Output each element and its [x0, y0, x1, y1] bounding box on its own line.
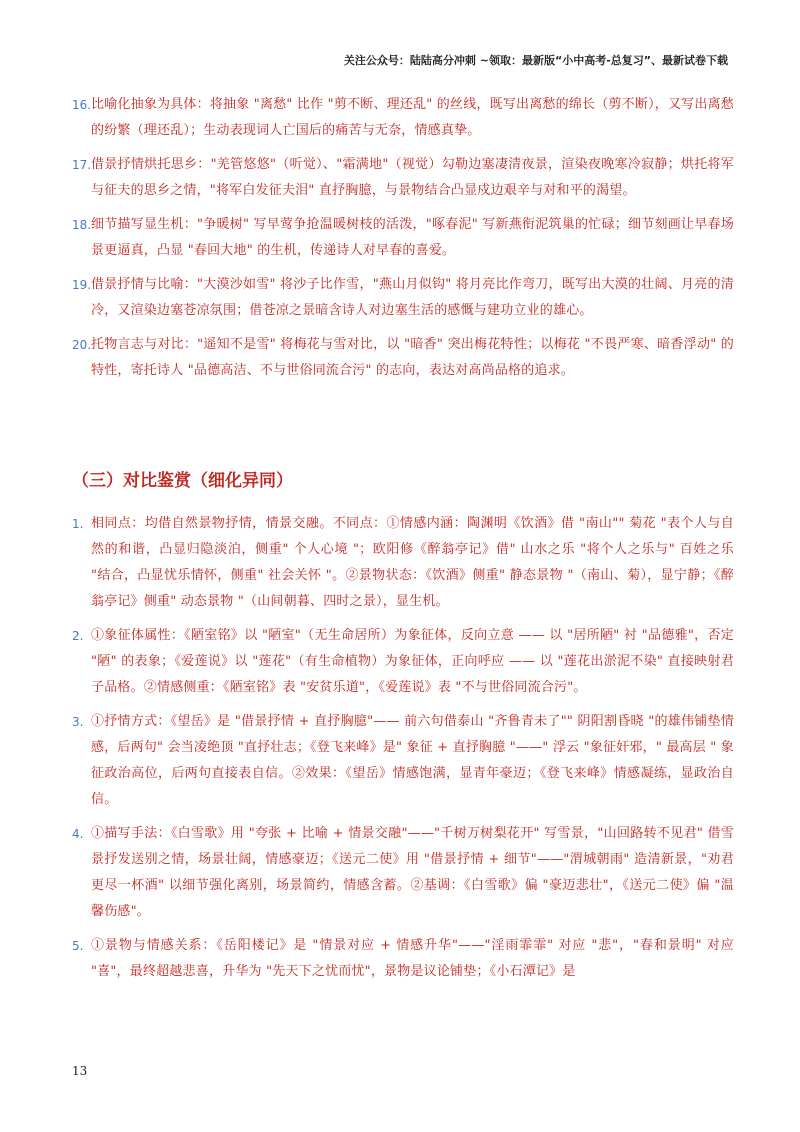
item-text: 细节描写显生机："争暖树" 写早莺争抢温暖树枝的活泼，"啄春泥" 写新燕衔泥筑巢的忙碌；细节刻画让早春场景更逼真，凸显 "春回大地" 的生机，传递诗人对早春的喜爱。	[91, 217, 734, 258]
item-text: ①抒情方式：《望岳》是 "借景抒情 + 直抒胸臆"—— 前六句借泰山 "齐鲁青未了"" 阴阳割昏晓 "的雄伟铺垫情感，后两句" 会当凌绝顶 "直抒壮志；《登飞来峰》是" 象征 + 直抒胸臆 "——" 浮云 "象征奸邪，" 最高层 " 象征政治高位，后两句直接表自信。②效果：《望岳》情感饱满，显青年豪迈；《登飞来峰》情感凝练，显政治自信。	[91, 714, 734, 807]
list-item	[72, 332, 734, 384]
item-text: 相同点：均借自然景物抒情，情景交融。不同点：①情感内涵：陶渊明《饮酒》借 "南山"" 菊花 "表个人与自然的和谐，凸显归隐淡泊，侧重" 个人心境 "；欧阳修《醉翁亭记》借" 山水之乐 "将个人之乐与" 百姓之乐 "结合，凸显忧乐情怀，侧重" 社会关怀 "。②景物状态：《饮酒》侧重" 静态景物 "（南山、菊），显宁静；《醉翁亭记》侧重" 动态景物 "（山间朝暮、四时之景），显生机。	[91, 516, 734, 609]
list-item	[72, 212, 734, 264]
page-header: 关注公众号：陆陆高分冲刺 ~领取：最新版“小中高考-总复习”、最新试卷下载	[343, 54, 728, 67]
item-text: 托物言志与对比："遥知不是雪" 将梅花与雪对比，以 "暗香" 突出梅花特性；以梅花 "不畏严寒、暗香浮动" 的特性，寄托诗人 "品德高洁、不与世俗同流合污" 的志向，表达对高尚品格的追求。	[91, 337, 734, 378]
item-text: 借景抒情与比喻："大漠沙如雪" 将沙子比作雪，"燕山月似钩" 将月亮比作弯刀，既写出大漠的壮阔、月亮的清冷，又渲染边塞苍凉氛围；借苍凉之景暗含诗人对边塞生活的感慨与建功立业的雄心。	[91, 277, 734, 318]
list-item	[72, 272, 734, 324]
item-number: 19.	[72, 278, 92, 292]
item-number: 17.	[72, 158, 92, 172]
section-title: （三）对比鉴赏（细化异同）	[72, 471, 293, 491]
list-item	[72, 623, 734, 701]
item-number: 18.	[72, 218, 92, 232]
list-item	[72, 709, 734, 813]
item-number: 5.	[72, 939, 84, 953]
list-item	[72, 821, 734, 925]
item-text: 比喻化抽象为具体：将抽象 "离愁" 比作 "剪不断、理还乱" 的丝线，既写出离愁的绵长（剪不断），又写出离愁的纷繁（理还乱）；生动表现词人亡国后的痛苦与无奈，情感真挚。	[91, 97, 734, 138]
item-text: ①描写手法：《白雪歌》用 "夸张 + 比喻 + 情景交融"——"千树万树梨花开" 写雪景，"山回路转不见君" 借雪景抒发送别之情，场景壮阔，情感豪迈；《送元二使》用 "借景抒情 + 细节"——"渭城朝雨" 造清新景，"劝君更尽一杯酒" 以细节强化离别，场景简约，情感含蓄。②基调：《白雪歌》偏 "豪迈悲壮"，《送元二使》偏 "温馨伤感"。	[91, 826, 734, 919]
item-text: ①象征体属性：《陋室铭》以 "陋室"（无生命居所）为象征体，反向立意 —— 以 "居所陋" 衬 "品德雅"，否定 "陋" 的表象；《爱莲说》以 "莲花"（有生命植物）为象征体，正向呼应 —— 以 "莲花出淤泥不染" 直接映射君子品格。②情感侧重：《陋室铭》表 "安贫乐道"，《爱莲说》表 "不与世俗同流合污"。	[91, 628, 734, 695]
list-item	[72, 152, 734, 204]
list-item	[72, 511, 734, 615]
item-number: 4.	[72, 827, 84, 841]
page-number: 13	[72, 1064, 88, 1078]
answer-list-top	[72, 92, 734, 392]
list-item	[72, 92, 734, 144]
item-text: ①景物与情感关系：《岳阳楼记》是 "情景对应 + 情感升华"——"淫雨霏霏" 对应 "悲"，"春和景明" 对应 "喜"，最终超越悲喜，升华为 "先天下之忧而忧"，景物是议论铺垫；《小石潭记》是	[91, 938, 734, 979]
item-text: 借景抒情烘托思乡："羌管悠悠"（听觉）、"霜满地"（视觉）勾勒边塞凄清夜景，渲染夜晚寒冷寂静；烘托将军与征夫的思乡之情，"将军白发征夫泪" 直抒胸臆，与景物结合凸显戍边艰辛与对和平的渴望。	[91, 157, 734, 198]
item-number: 20.	[72, 338, 92, 352]
item-number: 1.	[72, 517, 84, 531]
item-number: 16.	[72, 98, 92, 112]
list-item	[72, 933, 734, 985]
answer-list-bottom	[72, 511, 734, 993]
item-number: 3.	[72, 715, 84, 729]
item-number: 2.	[72, 629, 84, 643]
